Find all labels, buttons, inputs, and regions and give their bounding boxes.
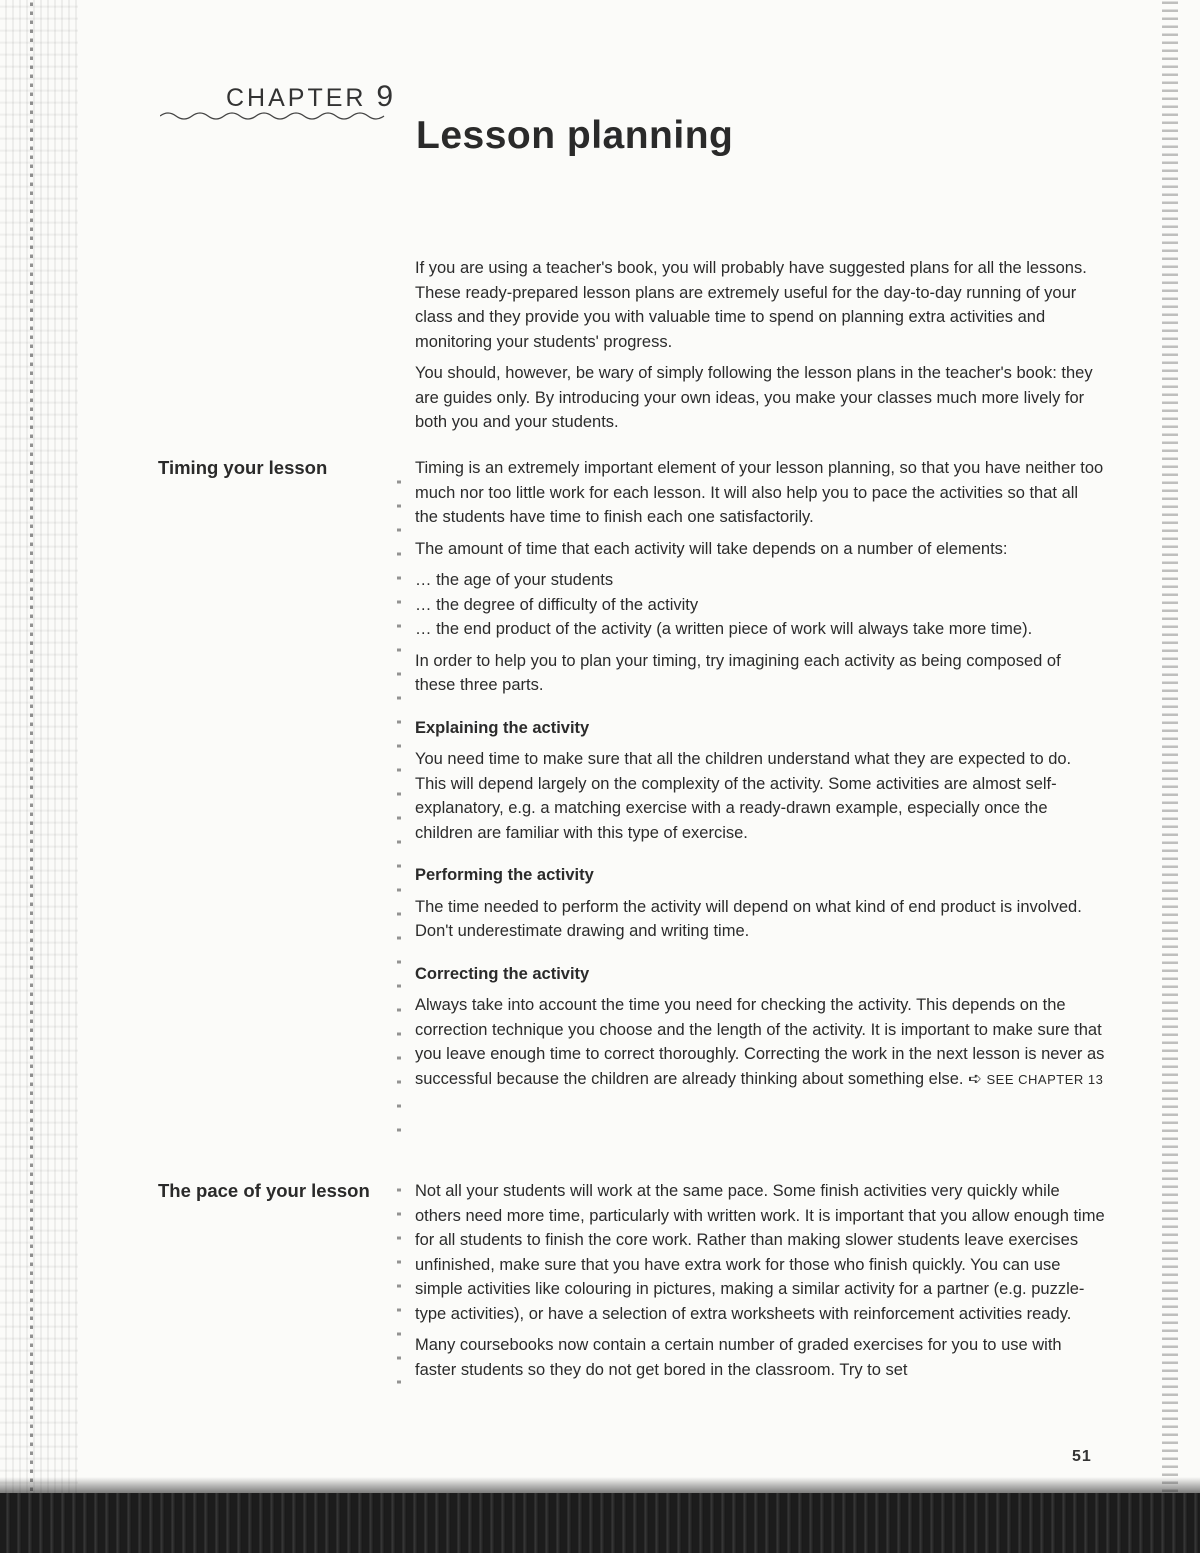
body-paragraph: The amount of time that each activity will take depends on a number of elements: [415,539,1008,558]
body-paragraph: Timing is an extremely important element of your lesson planning, so that you have neither too much nor too little work for each lesson. It will also help you to pace the activities so that all the students have time to finish each one satisfactorily. [415,459,1104,526]
cross-reference-arrow-icon: ➪ [968,1069,982,1088]
elements-list [415,568,1105,642]
list-item: … the degree of difficulty of the activity [415,593,1105,618]
pace-section [415,1179,1105,1389]
section-heading-timing: Timing your lesson [158,457,328,478]
chapter-number: 9 [376,80,394,113]
subheading-explaining: Explaining the activity [415,718,590,737]
page-title: Lesson planning [416,114,734,157]
body-paragraph: Many coursebooks now contain a certain number of graded exercises for you to use with faster students so they do not get bored in the classroom. Try to set [415,1336,1062,1379]
margin-dots [397,462,401,1152]
body-paragraph: In order to help you to plan your timing, try imagining each activity as being composed of these three parts. [415,651,1061,694]
intro-section [415,256,1105,442]
scan-binding-line [30,0,33,1500]
body-paragraph: You need time to make sure that all the children understand what they are expected to do. This will depend largely on the complexity of the activity. Some activities are almost self-explanatory, e.g. a matching exercise with a ready-drawn example, especially once the children are familiar with this type of exercise. [415,750,1072,842]
body-paragraph: The time needed to perform the activity will depend on what kind of end product is involved. Don't underestimate drawing and writing time. [415,897,1082,940]
scan-edge-right [1162,0,1178,1500]
cross-reference: SEE CHAPTER 13 [986,1071,1104,1087]
chapter-wave-ornament [160,108,390,124]
intro-paragraph: You should, however, be wary of simply following the lesson plans in the teacher's book: they are guides only. By introducing your own ideas, you make your classes much more lively for both you and your students. [415,364,1093,431]
scan-edge-left [0,0,78,1553]
body-text: Always take into account the time you need for checking the activity. This depends on the correction technique you choose and the length of the activity. It is important to make sure that you leave enough time to correct thoroughly. Correcting the work in the next lesson is never as successful because the children are already thinking about something else. [415,996,1105,1088]
body-paragraph: Not all your students will work at the same pace. Some finish activities very quickly while others need more time, particularly with written work. It is important that you allow enough time for all students to finish the core work. Rather than making slower students leave exercises unfinished, make sure that you have extra work for those who finish quickly. You can use simple activities like colouring in pictures, making a similar activity for a partner (e.g. puzzle-type activities), or have a selection of extra worksheets with reinforcement activities ready. [415,1182,1105,1323]
scan-edge-bottom [0,1493,1200,1553]
list-item: … the end product of the activity (a written piece of work will always take more time). [415,617,1105,642]
chapter-word: CHAPTER [226,84,367,112]
subheading-correcting: Correcting the activity [415,964,590,983]
intro-paragraph: If you are using a teacher's book, you will probably have suggested plans for all the lessons. These ready-prepared lesson plans are extremely useful for the day-to-day running of your class and they provide you with valuable time to spend on planning extra activities and monitoring your students' progress. [415,259,1087,351]
correcting-paragraph [415,993,1105,1092]
list-item: … the age of your students [415,568,1105,593]
section-heading-pace: The pace of your lesson [158,1180,370,1201]
page-number: 51 [1072,1448,1092,1465]
subheading-performing: Performing the activity [415,866,594,884]
margin-dots [397,1184,401,1404]
timing-section [415,456,1105,1099]
